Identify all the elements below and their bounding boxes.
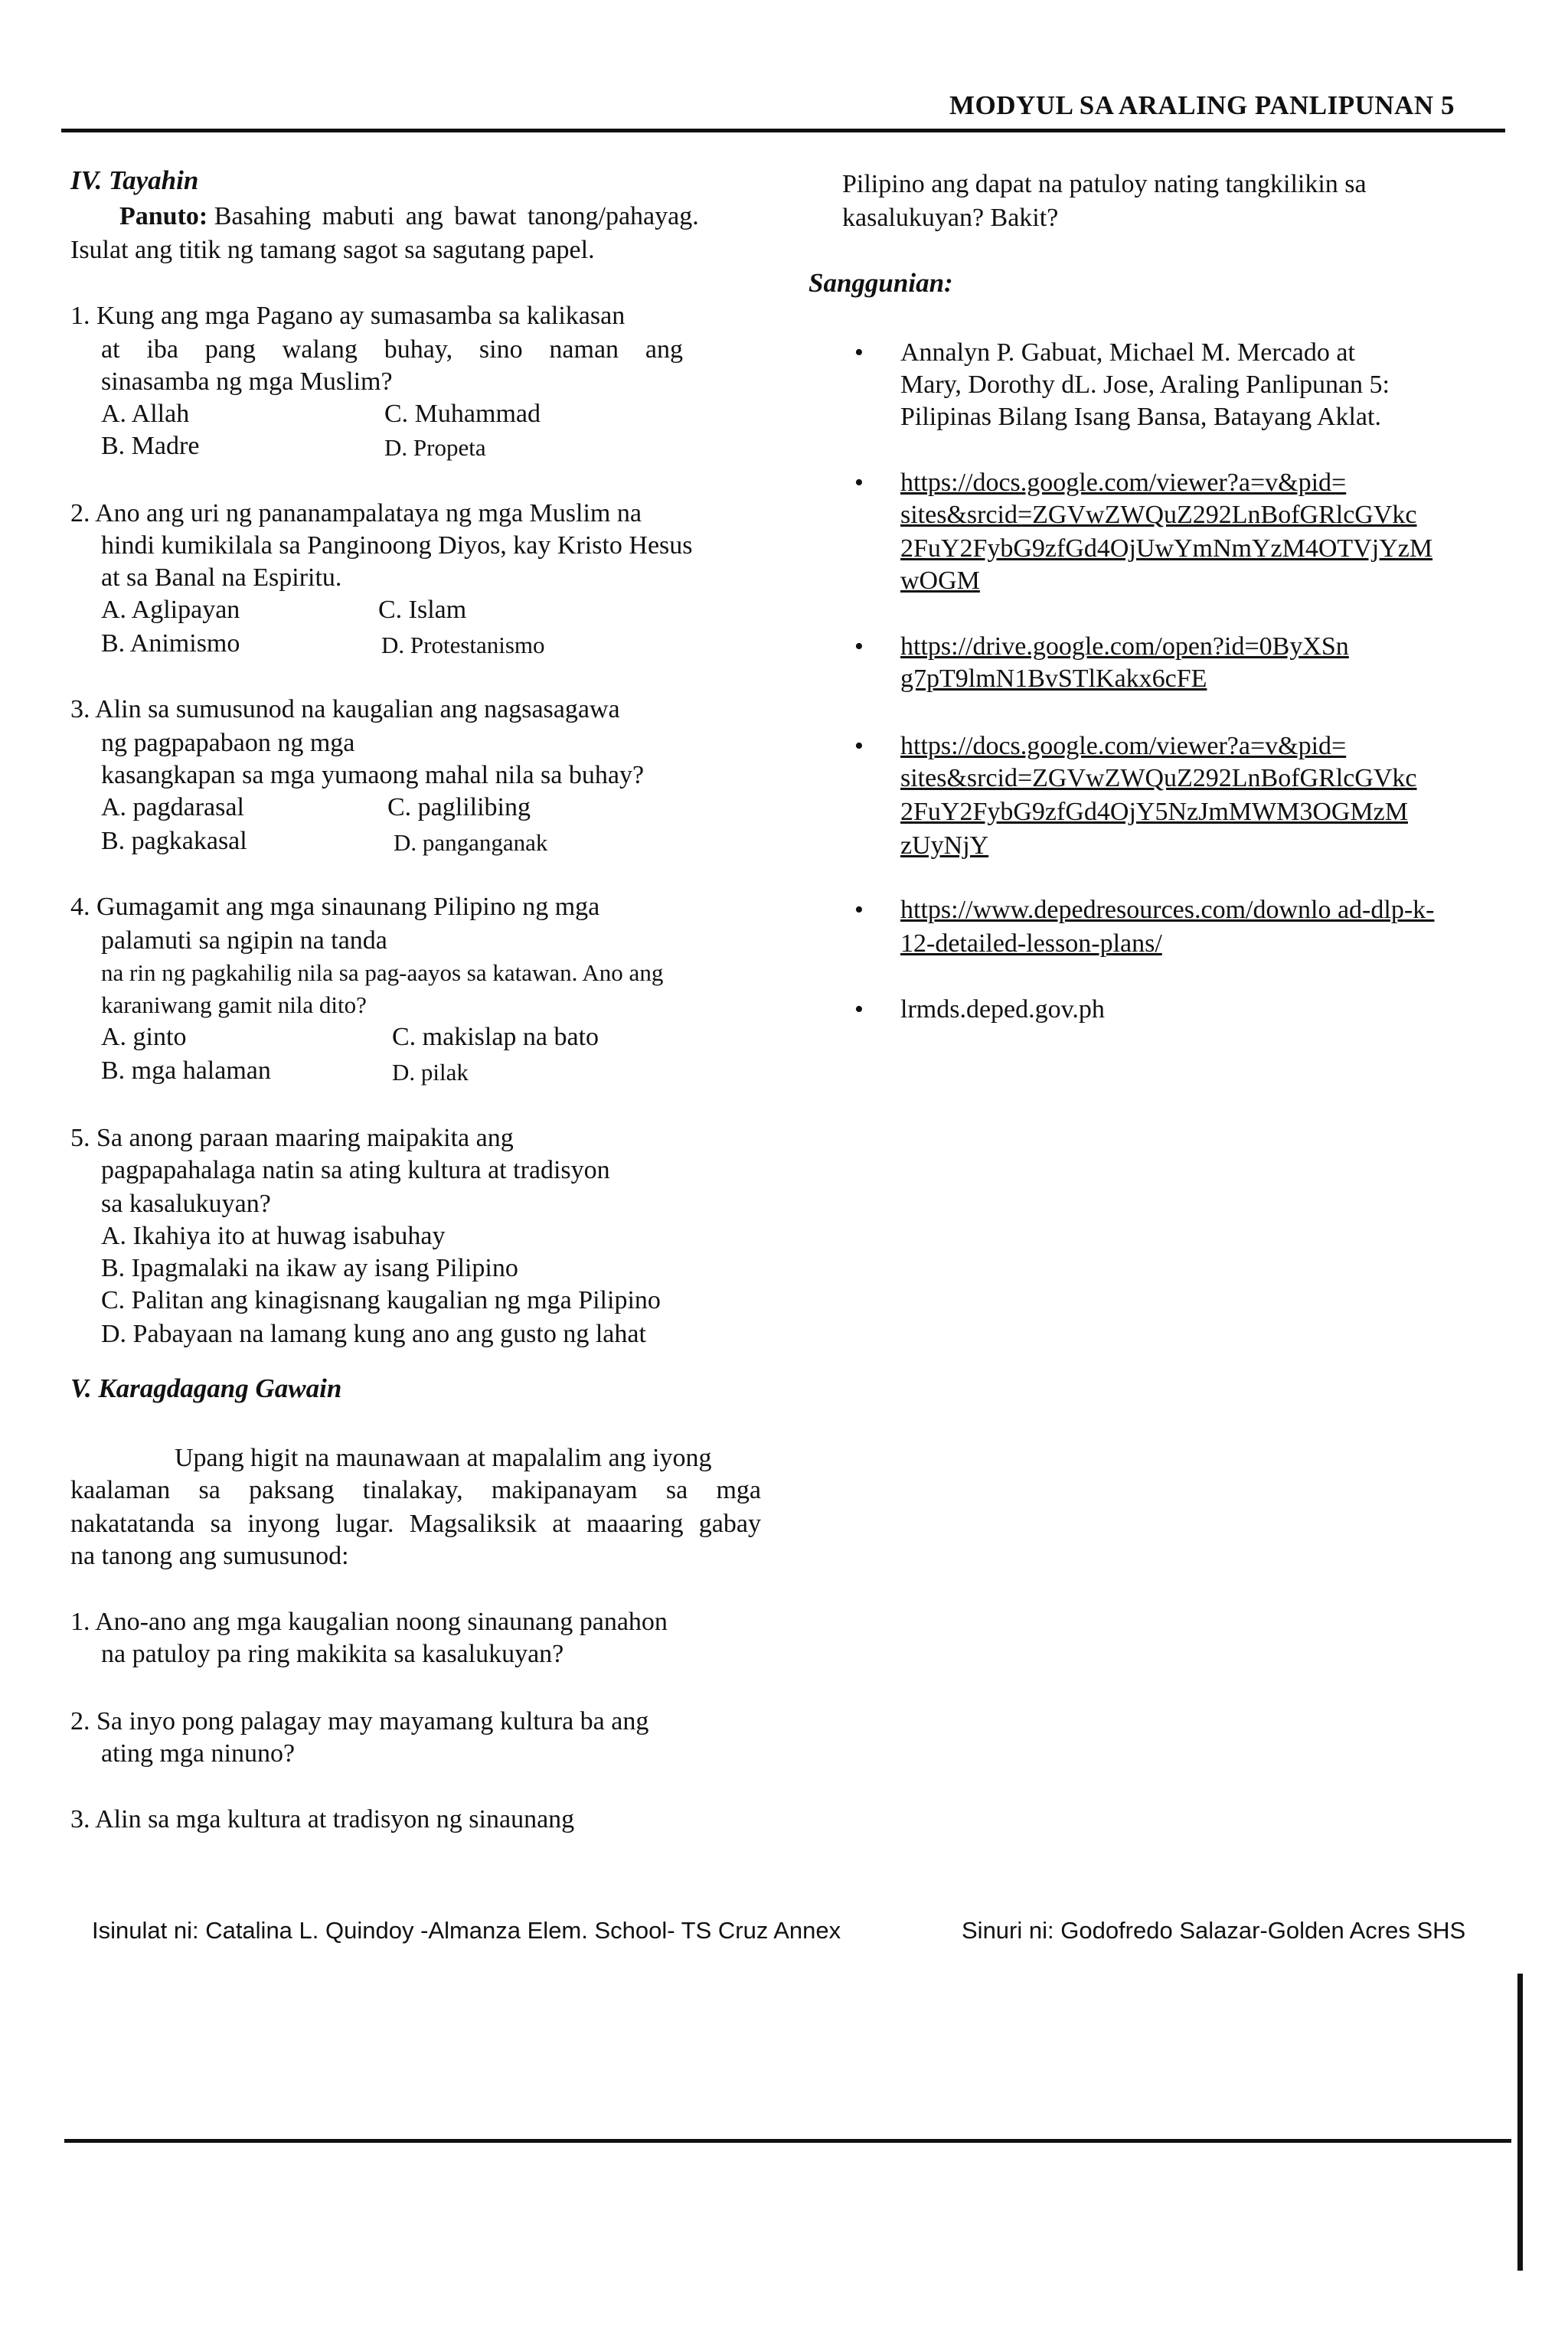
ref1-line1: Annalyn P. Gabuat, Michael M. Mercado at <box>900 338 1355 367</box>
q1-option-b: B. Madre <box>101 432 200 460</box>
intro-line3: nakatatanda sa inyong lugar. Magsaliksik at maaaring gabay <box>70 1510 761 1538</box>
ref3-link-line2[interactable]: g7pT9lmN1BvSTlKakx6cFE <box>900 665 1207 693</box>
bullet-icon: • <box>854 469 864 497</box>
q4-line2: palamuti sa ngipin na tanda <box>101 926 387 955</box>
bottom-rule <box>64 2139 1511 2143</box>
q5-line3: sa kasalukuyan? <box>101 1190 271 1218</box>
ref2-link-line4[interactable]: wOGM <box>900 567 980 595</box>
q1-option-c: C. Muhammad <box>384 400 541 428</box>
q2-line2: hindi kumikilala sa Panginoong Diyos, kay Kristo Hesus <box>101 531 693 560</box>
continuation-line2: kasalukuyan? Bakit? <box>842 204 1059 232</box>
footer-author: Isinulat ni: Catalina L. Quindoy -Almanza Elem. School- TS Cruz Annex <box>92 1917 841 1944</box>
panuto-line1 <box>119 201 761 233</box>
intro-line4: na tanong ang sumusunod: <box>70 1542 349 1570</box>
q3-line2: ng pagpapabaon ng mga <box>101 729 355 757</box>
bullet-icon: • <box>854 732 864 760</box>
section-title-karagdagang-gawain: V. Karagdagang Gawain <box>70 1373 342 1403</box>
q1-option-a: A. Allah <box>101 400 190 428</box>
panuto-label: Panuto: <box>119 202 208 230</box>
q5-line2: pagpapahalaga natin sa ating kultura at tradisyon <box>101 1156 610 1184</box>
ref5-link-line1[interactable]: https://www.depedresources.com/downlo ad-dlp-k- <box>900 896 1435 924</box>
ref4-link-line2[interactable]: sites&srcid=ZGVwZWQuZ292LnBofGRlcGVkc <box>900 764 1417 792</box>
gawain-q2-line1: 2. Sa inyo pong palagay may mayamang kultura ba ang <box>70 1707 649 1736</box>
q4-option-c: C. makislap na bato <box>392 1023 599 1051</box>
q5-option-d: D. Pabayaan na lamang kung ano ang gusto ng lahat <box>101 1320 646 1348</box>
ref2-link-line1[interactable]: https://docs.google.com/viewer?a=v&pid= <box>900 469 1347 497</box>
q3-option-b: B. pagkakasal <box>101 827 247 855</box>
q4-option-b: B. mga halaman <box>101 1056 271 1085</box>
ref4-link-line4[interactable]: zUyNjY <box>900 831 989 860</box>
bullet-icon: • <box>854 896 864 924</box>
q4-option-d: D. pilak <box>392 1059 469 1086</box>
bullet-icon: • <box>854 338 864 367</box>
panuto-text: Basahing mabuti ang bawat tanong/pahayag. <box>214 202 699 230</box>
q2-option-b: B. Animismo <box>101 629 240 658</box>
q4-line4: karaniwang gamit nila dito? <box>101 991 367 1018</box>
ref5-link-line2[interactable]: 12-detailed-lesson-plans/ <box>900 929 1162 958</box>
footer-reviewer: Sinuri ni: Godofredo Salazar-Golden Acres SHS <box>962 1917 1466 1944</box>
q4-option-a: A. ginto <box>101 1023 187 1051</box>
page-header-title: MODYUL SA ARALING PANLIPUNAN 5 <box>949 90 1455 120</box>
q1-line3: sinasamba ng mga Muslim? <box>101 367 393 396</box>
ref1-line2: Mary, Dorothy dL. Jose, Araling Panlipunan 5: <box>900 371 1390 399</box>
q3-line1: 3. Alin sa sumusunod na kaugalian ang nagsasagawa <box>70 695 620 723</box>
q2-line1: 2. Ano ang uri ng pananampalataya ng mga Muslim na <box>70 499 642 527</box>
ref1-line3: Pilipinas Bilang Isang Bansa, Batayang Aklat. <box>900 403 1381 431</box>
intro-line1: Upang higit na maunawaan at mapalalim ang iyong <box>175 1444 712 1472</box>
q5-option-b: B. Ipagmalaki na ikaw ay isang Pilipino <box>101 1254 518 1282</box>
q2-option-c: C. Islam <box>378 596 467 624</box>
ref2-link-line3[interactable]: 2FuY2FybG9zfGd4OjUwYmNmYzM4OTVjYzM <box>900 534 1433 563</box>
ref3-link-line1[interactable]: https://drive.google.com/open?id=0ByXSn <box>900 632 1349 661</box>
q2-option-d: D. Protestanismo <box>381 632 545 658</box>
q4-line3: na rin ng pagkahilig nila sa pag-aayos sa katawan. Ano ang <box>101 959 664 986</box>
intro-line2: kaalaman sa paksang tinalakay, makipanayam sa mga <box>70 1476 761 1504</box>
q5-option-a: A. Ikahiya ito at huwag isabuhay <box>101 1222 446 1250</box>
q2-option-a: A. Aglipayan <box>101 596 240 624</box>
q1-option-d: D. Propeta <box>384 434 486 461</box>
q4-line1: 4. Gumagamit ang mga sinaunang Pilipino ng mga <box>70 893 600 921</box>
bullet-icon: • <box>854 995 864 1024</box>
q5-line1: 5. Sa anong paraan maaring maipakita ang <box>70 1124 514 1152</box>
ref2-link-line2[interactable]: sites&srcid=ZGVwZWQuZ292LnBofGRlcGVkc <box>900 501 1417 529</box>
gawain-q1-line1: 1. Ano-ano ang mga kaugalian noong sinaunang panahon <box>70 1608 668 1636</box>
q5-option-c: C. Palitan ang kinagisnang kaugalian ng mga Pilipino <box>101 1286 661 1314</box>
bullet-icon: • <box>854 632 864 661</box>
q3-line3: kasangkapan sa mga yumaong mahal nila sa buhay? <box>101 761 645 789</box>
q1-line1: 1. Kung ang mga Pagano ay sumasamba sa kalikasan <box>70 302 626 330</box>
ref4-link-line1[interactable]: https://docs.google.com/viewer?a=v&pid= <box>900 732 1347 760</box>
q3-option-a: A. pagdarasal <box>101 793 244 821</box>
ref6-text: lrmds.deped.gov.ph <box>900 995 1105 1024</box>
q3-option-c: C. paglilibing <box>387 793 531 821</box>
gawain-q3-line1: 3. Alin sa mga kultura at tradisyon ng sinaunang <box>70 1805 575 1834</box>
gawain-q1-line2: na patuloy pa ring makikita sa kasalukuyan? <box>101 1640 564 1668</box>
side-rule <box>1517 1974 1523 2271</box>
section-title-sanggunian: Sanggunian: <box>808 268 953 298</box>
q1-line2: at iba pang walang buhay, sino naman ang <box>101 335 683 364</box>
gawain-q2-line2: ating mga ninuno? <box>101 1739 296 1768</box>
section-title-tayahin: IV. Tayahin <box>70 165 199 195</box>
panuto-line2: Isulat ang titik ng tamang sagot sa sagutang papel. <box>70 236 595 264</box>
header-rule <box>61 129 1505 132</box>
q3-option-d: D. panganganak <box>394 829 548 856</box>
continuation-line1: Pilipino ang dapat na patuloy nating tangkilikin sa <box>842 170 1367 198</box>
ref4-link-line3[interactable]: 2FuY2FybG9zfGd4OjY5NzJmMWM3OGMzM <box>900 798 1408 826</box>
q2-line3: at sa Banal na Espiritu. <box>101 563 342 592</box>
